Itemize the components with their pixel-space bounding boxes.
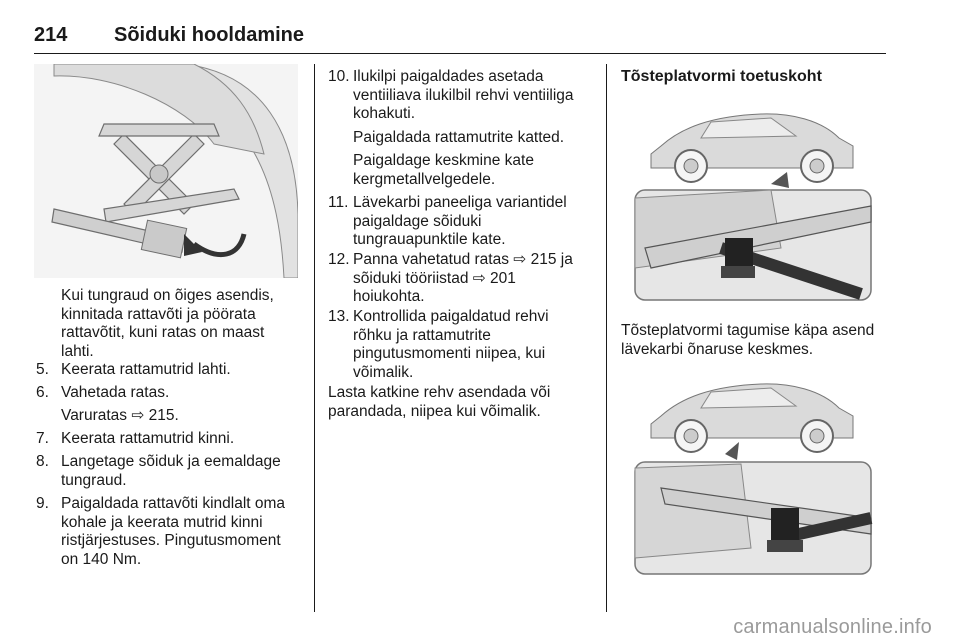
- chapter-title: Sõiduki hooldamine: [114, 24, 305, 46]
- step-number: 5.: [36, 361, 49, 378]
- step-text: Ilukilpi paigaldades asetada ventiiliava ilukilbil rehvi ventiiliga kohakuti.: [353, 68, 574, 123]
- col3-paragraph: Tõsteplatvormi tagumise käpa asend lävekarbi õnaruse keskmes.: [621, 322, 875, 358]
- lift-point-illustration-bottom: [621, 368, 885, 578]
- step-text: Paigaldada rattavõti kindlalt oma kohale ja keerata mutrid kinni ristjärjestuses. Pingutusmoment on 140 Nm.: [61, 495, 286, 568]
- section-title: Tõsteplatvormi toetuskoht: [621, 68, 822, 85]
- step-text: Panna vahetatud ratas ⇨ 215 ja sõiduki tööriistad ⇨ 201 hoiukohta.: [353, 251, 573, 306]
- page-number: 214: [34, 24, 68, 46]
- step-number: 12.: [328, 251, 350, 268]
- jack-illustration: [34, 64, 298, 278]
- column-divider-1: [314, 64, 315, 612]
- col1-intro: Kui tungraud on õiges asendis, kinnitada rattavõti ja pöörata rattavõtit, kuni ratas on maast lahti.: [61, 287, 274, 360]
- watermark: carmanualsonline.info: [733, 616, 932, 638]
- step-text: Kontrollida paigaldatud rehvi rõhku ja rattamutrite pingutusmomenti niipea, kui võimalik.: [353, 308, 549, 381]
- lift-point-drawing-top: [621, 98, 885, 304]
- step-number: 13.: [328, 308, 350, 325]
- step-text: Paigaldada rattamutrite katted.: [353, 129, 565, 146]
- step-number: 11.: [328, 194, 349, 211]
- col2-closing: Lasta katkine rehv asendada või parandada, niipea kui võimalik.: [328, 384, 551, 420]
- step-number: 8.: [36, 453, 49, 470]
- step-number: 9.: [36, 495, 49, 512]
- jack-drawing: [34, 64, 298, 278]
- step-text: Keerata rattamutrid lahti.: [61, 361, 231, 378]
- step-text: Langetage sõiduk ja eemaldage tungraud.: [61, 453, 281, 489]
- step-text: Vahetada ratas.: [61, 384, 170, 401]
- step-text: Paigaldage keskmine kate kergmetallvelgedele.: [353, 152, 534, 188]
- lift-point-drawing-bottom: [621, 368, 885, 578]
- step-text: Lävekarbi paneeliga variantidel paigaldage sõiduki tungrauapunktile kate.: [353, 194, 567, 249]
- page-header: [34, 18, 886, 54]
- step-text: Varuratas ⇨ 215.: [61, 407, 179, 424]
- step-number: 7.: [36, 430, 49, 447]
- column-divider-2: [606, 64, 607, 612]
- step-number: 10.: [328, 68, 350, 85]
- step-text: Keerata rattamutrid kinni.: [61, 430, 235, 447]
- lift-point-illustration-top: [621, 98, 885, 304]
- step-number: 6.: [36, 384, 49, 401]
